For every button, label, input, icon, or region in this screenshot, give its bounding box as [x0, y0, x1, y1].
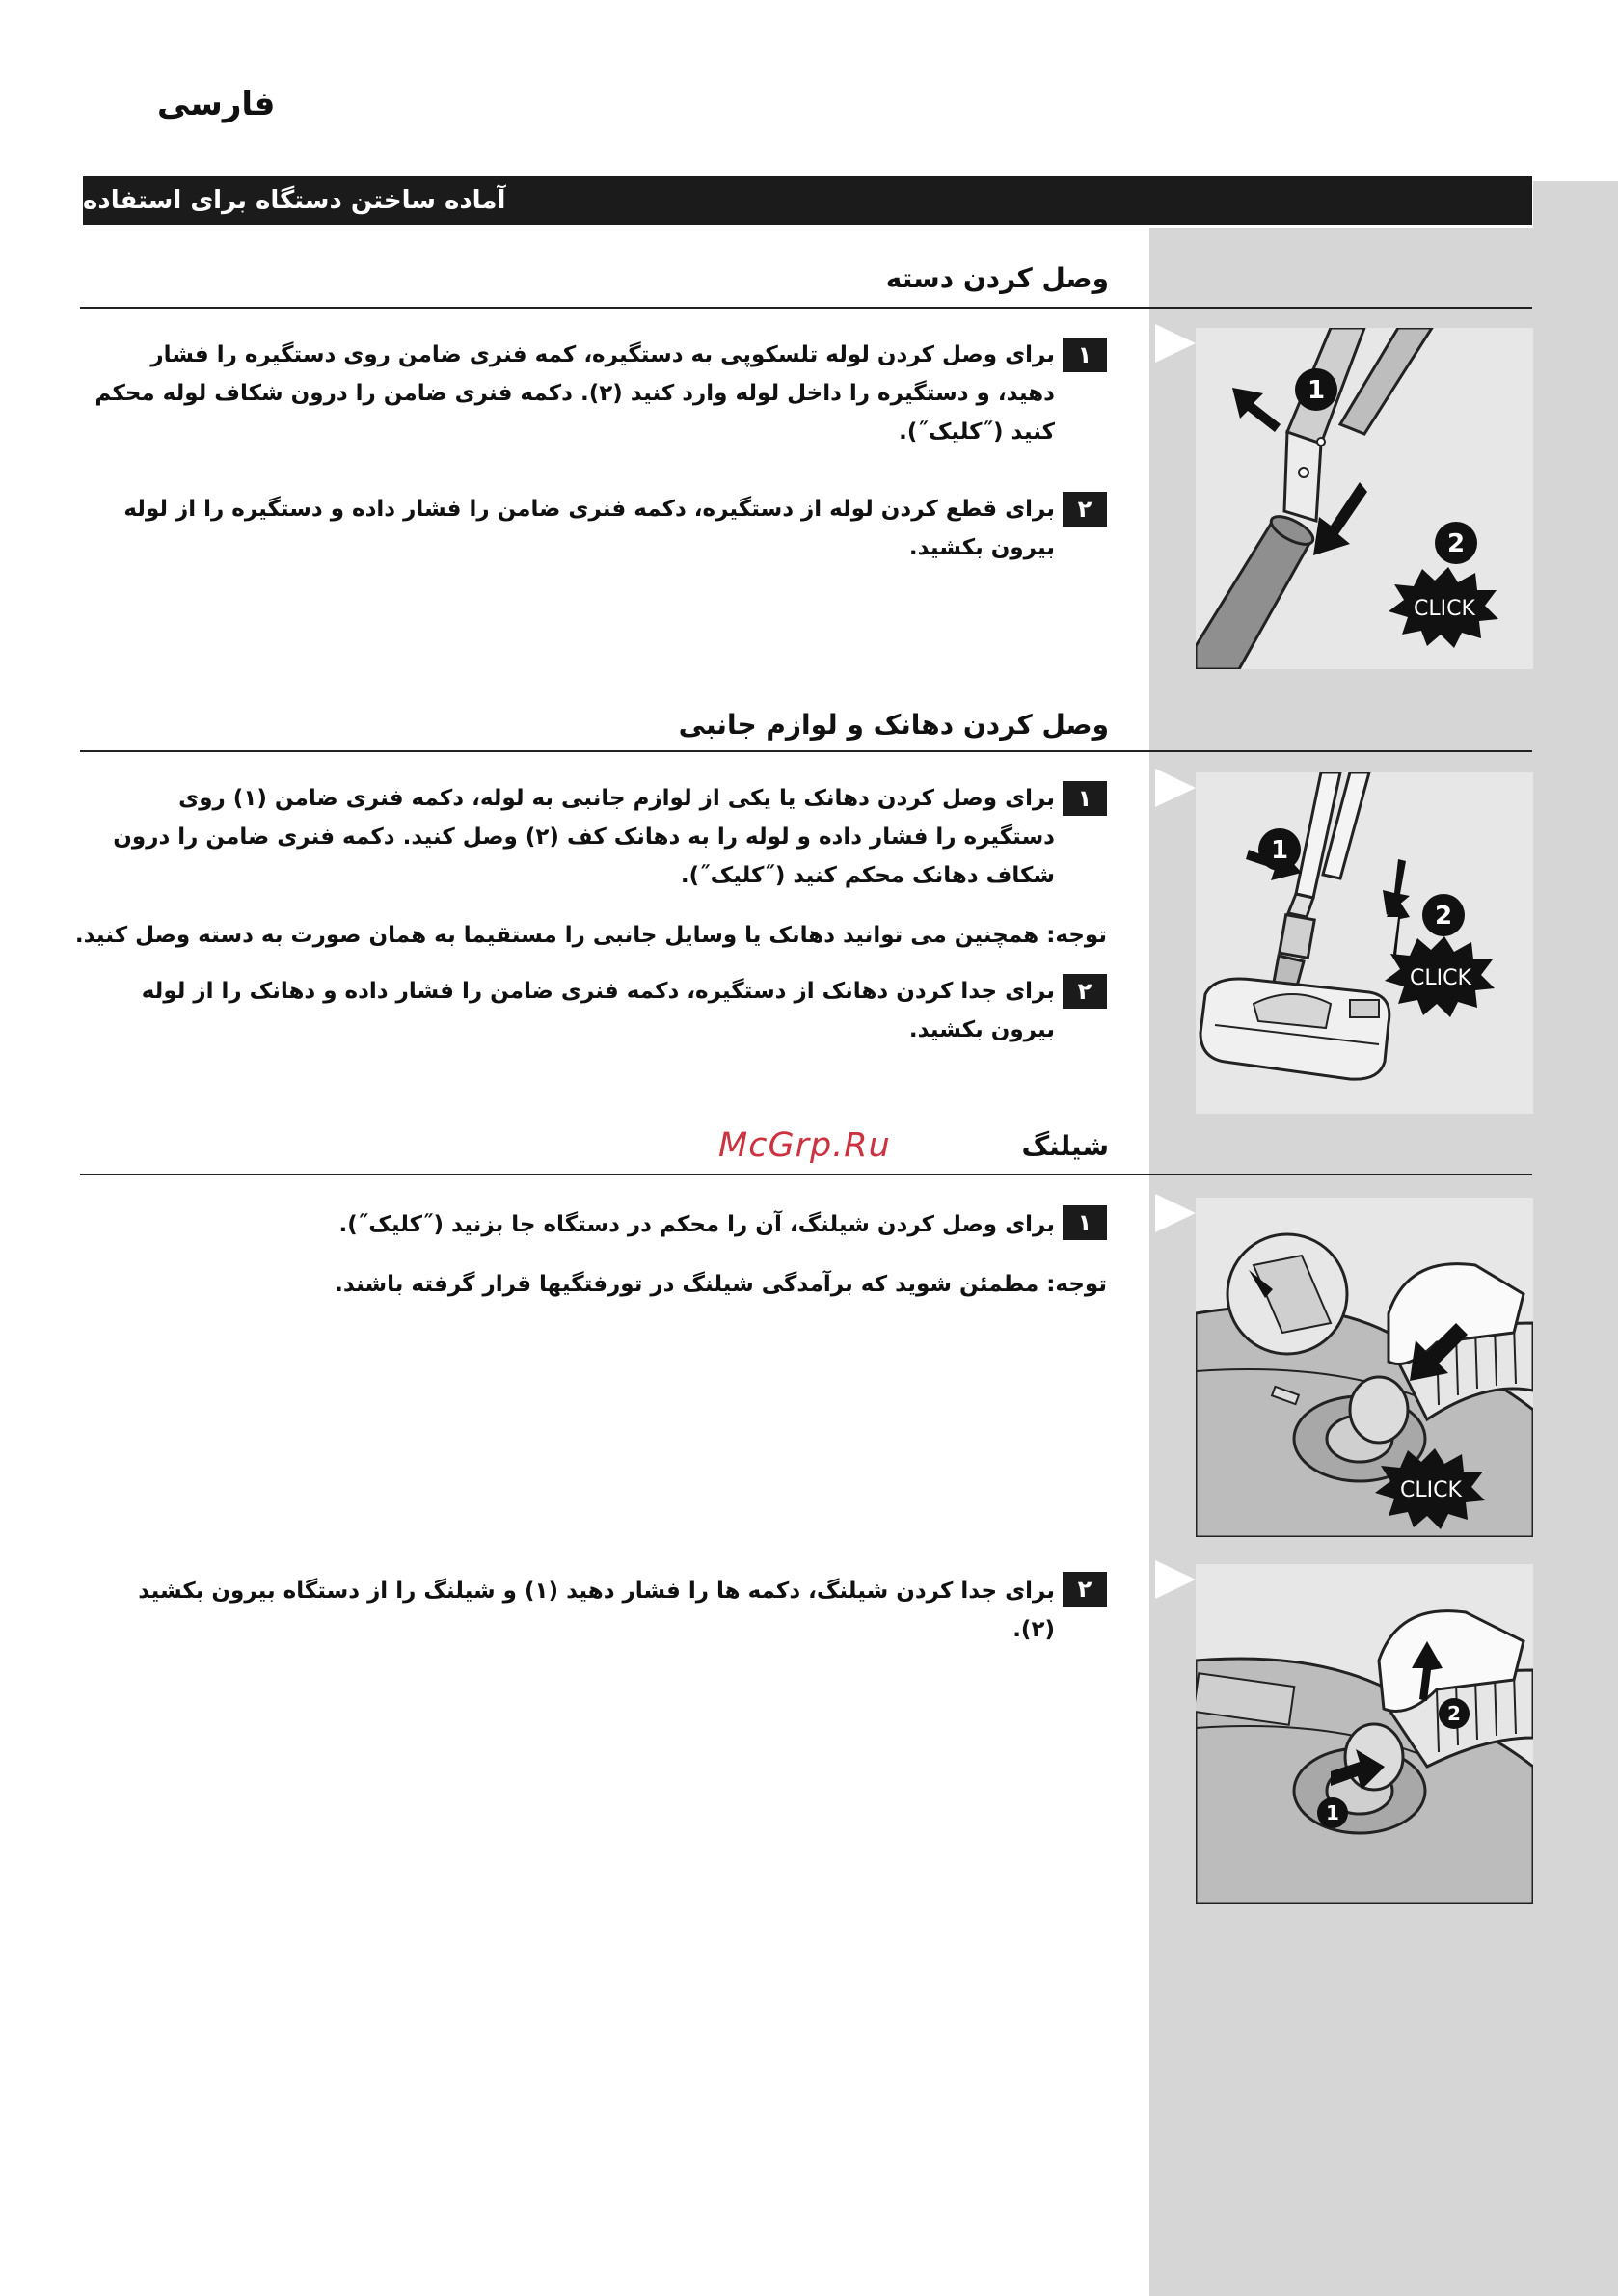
- click-label: CLICK: [1414, 597, 1475, 621]
- click-label: CLICK: [1410, 966, 1471, 990]
- section-title-hose: شیلنگ: [1021, 1130, 1109, 1162]
- step-text: برای وصل کردن لوله تلسکوپی به دستگیره، کمه فنری ضامن روی دستگیره را فشار دهید، و دستگیره را داخل لوله وارد کنید (۲). دکمه فنری ضامن را درون شکاف لوله محکم کنید (˝کلیک˝).: [94, 342, 1055, 445]
- marker-1-label: 1: [1270, 836, 1289, 865]
- hose-disconnect-illustration: [1196, 1564, 1533, 1904]
- marker-2-label: 2: [1434, 902, 1453, 931]
- figure-handle-connect: [1196, 328, 1533, 669]
- marker-2-label: 2: [1446, 529, 1466, 558]
- figure-hose-connect: [1196, 1198, 1533, 1537]
- step-text: برای جدا کردن شیلنگ، دکمه ها را فشار دهید (۱) و شیلنگ را از دستگاه بیرون بکشید (۲).: [138, 1579, 1055, 1642]
- marker-1-label: 1: [1326, 1801, 1339, 1824]
- figure-pointer: [1155, 1194, 1196, 1232]
- section-rule: [80, 307, 1532, 309]
- section-rule: [80, 1174, 1532, 1175]
- main-header: [83, 176, 1532, 225]
- step-text: برای قطع کردن لوله از دستگیره، دکمه فنری ضامن را فشار داده و دستگیره را از لوله بیرون بکشید.: [123, 497, 1055, 560]
- section-title-handle: وصل کردن دسته: [885, 262, 1109, 294]
- hose-connect-illustration: [1196, 1198, 1533, 1537]
- marker-2-label: 2: [1447, 1702, 1461, 1725]
- figure-pointer: [1155, 324, 1196, 363]
- note-text: توجه: همچنین می توانید دهانک یا وسایل جانبی را مستقیما به همان صورت به دسته وصل کنید.: [74, 923, 1107, 948]
- step-text: برای وصل کردن شیلنگ، آن را محکم در دستگاه جا بزنید (˝کلیک˝).: [338, 1212, 1055, 1237]
- step-number: ۲: [1063, 974, 1107, 1009]
- figure-pointer: [1155, 769, 1196, 807]
- language-title: فارسی: [157, 85, 276, 123]
- handle-illustration: [1196, 328, 1533, 669]
- step-text: برای وصل کردن دهانک یا یکی از لوازم جانبی به لوله، دکمه فنری ضامن (۱) روی دستگیره را فشار داده و لوله را به دهانک کف (۲) وصل کنید. دکمه فنری ضامن را درون شکاف دهانک محکم کنید (˝کلیک˝).: [113, 786, 1055, 888]
- step-number: ۲: [1063, 1572, 1107, 1607]
- click-label: CLICK: [1400, 1478, 1462, 1502]
- step-number: ۱: [1063, 781, 1107, 816]
- nozzle-illustration: [1196, 772, 1533, 1114]
- figure-pointer: [1155, 1560, 1196, 1599]
- section-title-nozzle: وصل کردن دهانک و لوازم جانبی: [678, 709, 1109, 741]
- main-header-title: آماده ساختن دستگاه برای استفاده: [83, 186, 506, 215]
- step-number: ۲: [1063, 492, 1107, 527]
- step-text: برای جدا کردن دهانک از دستگیره، دکمه فنری ضامن را فشار داده و دهانک را از لوله بیرون بکشید.: [141, 979, 1055, 1042]
- watermark: McGrp.Ru: [718, 1126, 891, 1165]
- step-number: ۱: [1063, 1205, 1107, 1240]
- marker-1-label: 1: [1307, 376, 1326, 405]
- side-column-top: [1533, 181, 1618, 228]
- note-text: توجه: مطمئن شوید که برآمدگی شیلنگ در تورفتگیها قرار گرفته باشند.: [335, 1272, 1107, 1297]
- section-rule: [80, 750, 1532, 752]
- figure-hose-disconnect: [1196, 1564, 1533, 1904]
- step-number: ۱: [1063, 338, 1107, 372]
- figure-nozzle-connect: [1196, 772, 1533, 1114]
